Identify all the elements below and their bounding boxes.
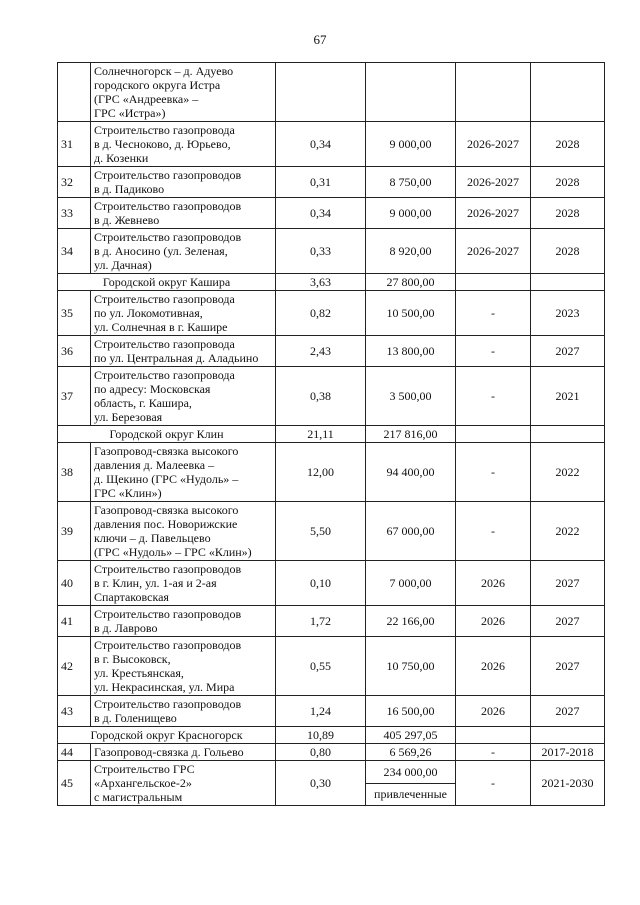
years-cell: - bbox=[456, 443, 531, 502]
length-cell: 0,80 bbox=[276, 744, 366, 761]
table-row bbox=[58, 696, 605, 727]
table-row bbox=[58, 443, 605, 502]
gas-pipeline-table bbox=[57, 62, 605, 806]
table-row bbox=[58, 336, 605, 367]
length-cell: 1,24 bbox=[276, 696, 366, 727]
object-name-line: Строительство газопроводов bbox=[94, 168, 242, 182]
table-row bbox=[58, 63, 605, 122]
cost-cell: 7 000,00 bbox=[366, 561, 456, 606]
object-name-line: Строительство газопроводов bbox=[94, 562, 242, 576]
table-row bbox=[58, 291, 605, 336]
object-name-line: д. Козенки bbox=[94, 151, 149, 165]
row-number: 41 bbox=[58, 606, 91, 637]
length-cell: 0,34 bbox=[276, 198, 366, 229]
object-name-line: Строительство газопроводов bbox=[94, 638, 242, 652]
cost-cell: 27 800,00 bbox=[366, 274, 456, 291]
table-row bbox=[58, 502, 605, 561]
completion-cell bbox=[531, 63, 605, 122]
years-cell: 2026-2027 bbox=[456, 229, 531, 274]
cost-cell: 3 500,00 bbox=[366, 367, 456, 426]
years-cell: 2026 bbox=[456, 637, 531, 696]
length-cell: 0,31 bbox=[276, 167, 366, 198]
row-number: 43 bbox=[58, 696, 91, 727]
district-name: Городской округ Клин bbox=[58, 426, 276, 443]
object-name bbox=[91, 606, 276, 637]
object-name bbox=[91, 367, 276, 426]
object-name-line: (ГРС «Нудоль» – ГРС «Клин») bbox=[94, 545, 252, 559]
district-row bbox=[58, 727, 605, 744]
completion-cell bbox=[531, 274, 605, 291]
table-row bbox=[58, 761, 605, 784]
object-name-line: ул. Солнечная в г. Кашире bbox=[94, 320, 228, 334]
completion-cell: 2021-2030 bbox=[531, 761, 605, 806]
years-cell: 2026 bbox=[456, 696, 531, 727]
district-name: Городской округ Красногорск bbox=[58, 727, 276, 744]
cost-cell: 6 569,26 bbox=[366, 744, 456, 761]
district-name: Городской округ Кашира bbox=[58, 274, 276, 291]
years-cell bbox=[456, 63, 531, 122]
years-cell bbox=[456, 426, 531, 443]
cost-cell: 9 000,00 bbox=[366, 122, 456, 167]
length-cell: 10,89 bbox=[276, 727, 366, 744]
years-cell: 2026 bbox=[456, 606, 531, 637]
completion-cell bbox=[531, 727, 605, 744]
object-name-line: «Архангельское-2» bbox=[94, 776, 192, 790]
object-name-line: ГРС «Клин») bbox=[94, 486, 162, 500]
years-cell: 2026-2027 bbox=[456, 198, 531, 229]
object-name-line: д. Щекино (ГРС «Нудоль» – bbox=[94, 472, 239, 486]
district-row bbox=[58, 274, 605, 291]
object-name bbox=[91, 761, 276, 806]
length-cell: 12,00 bbox=[276, 443, 366, 502]
object-name bbox=[91, 637, 276, 696]
row-number: 42 bbox=[58, 637, 91, 696]
length-cell: 0,33 bbox=[276, 229, 366, 274]
object-name-line: в г. Высоковск, bbox=[94, 652, 171, 666]
years-cell: 2026-2027 bbox=[456, 167, 531, 198]
years-cell: 2026-2027 bbox=[456, 122, 531, 167]
completion-cell: 2028 bbox=[531, 122, 605, 167]
completion-cell bbox=[531, 426, 605, 443]
cost-cell: 94 400,00 bbox=[366, 443, 456, 502]
row-number: 44 bbox=[58, 744, 91, 761]
cost-cell: 67 000,00 bbox=[366, 502, 456, 561]
object-name bbox=[91, 561, 276, 606]
completion-cell: 2027 bbox=[531, 696, 605, 727]
object-name-line: область, г. Кашира, bbox=[94, 396, 192, 410]
object-name-line: в д. Падиково bbox=[94, 182, 165, 196]
table-row bbox=[58, 606, 605, 637]
district-row bbox=[58, 426, 605, 443]
object-name-line: ключи – д. Павельцево bbox=[94, 531, 211, 545]
object-name-line: ГРС «Истра») bbox=[94, 106, 166, 120]
cost-cell bbox=[366, 63, 456, 122]
row-number: 36 bbox=[58, 336, 91, 367]
length-cell bbox=[276, 63, 366, 122]
object-name-line: ул. Крестьянская, bbox=[94, 666, 184, 680]
object-name-line: Строительство газопроводов bbox=[94, 199, 242, 213]
years-cell: - bbox=[456, 367, 531, 426]
completion-cell: 2027 bbox=[531, 606, 605, 637]
years-cell: 2026 bbox=[456, 561, 531, 606]
object-name-line: в д. Лаврово bbox=[94, 621, 158, 635]
object-name-line: ул. Некрасинская, ул. Мира bbox=[94, 680, 235, 694]
length-cell: 1,72 bbox=[276, 606, 366, 637]
cost-cell: 234 000,00 bbox=[366, 761, 456, 784]
object-name-line: по адресу: Московская bbox=[94, 382, 211, 396]
object-name bbox=[91, 167, 276, 198]
completion-cell: 2021 bbox=[531, 367, 605, 426]
row-number: 45 bbox=[58, 761, 91, 806]
completion-cell: 2023 bbox=[531, 291, 605, 336]
object-name-line: в д. Аносино (ул. Зеленая, bbox=[94, 244, 228, 258]
object-name-line: в д. Голенищево bbox=[94, 711, 177, 725]
object-name-line: Строительство газопровода bbox=[94, 123, 235, 137]
length-cell: 0,55 bbox=[276, 637, 366, 696]
object-name-line: по ул. Локомотивная, bbox=[94, 306, 203, 320]
length-cell: 0,82 bbox=[276, 291, 366, 336]
years-cell bbox=[456, 727, 531, 744]
table-row bbox=[58, 229, 605, 274]
object-name-line: (ГРС «Андреевка» – bbox=[94, 92, 199, 106]
row-number: 35 bbox=[58, 291, 91, 336]
row-number bbox=[58, 63, 91, 122]
object-name-line: давления д. Малеевка – bbox=[94, 458, 215, 472]
length-cell: 21,11 bbox=[276, 426, 366, 443]
object-name bbox=[91, 502, 276, 561]
object-name bbox=[91, 229, 276, 274]
length-cell: 0,30 bbox=[276, 761, 366, 806]
object-name-line: Строительство ГРС bbox=[94, 762, 195, 776]
object-name-line: Газопровод-связка высокого bbox=[94, 503, 239, 517]
object-name-line: Строительство газопровода bbox=[94, 368, 235, 382]
object-name bbox=[91, 198, 276, 229]
years-cell: - bbox=[456, 291, 531, 336]
object-name-line: городского округа Истра bbox=[94, 78, 221, 92]
object-name bbox=[91, 696, 276, 727]
completion-cell: 2028 bbox=[531, 167, 605, 198]
years-cell: - bbox=[456, 744, 531, 761]
object-name-line: по ул. Центральная д. Аладьино bbox=[94, 351, 259, 365]
cost-cell: 22 166,00 bbox=[366, 606, 456, 637]
row-number: 37 bbox=[58, 367, 91, 426]
cost-cell: 8 750,00 bbox=[366, 167, 456, 198]
completion-cell: 2017-2018 bbox=[531, 744, 605, 761]
row-number: 39 bbox=[58, 502, 91, 561]
row-number: 40 bbox=[58, 561, 91, 606]
row-number: 33 bbox=[58, 198, 91, 229]
object-name-line: в д. Жевнево bbox=[94, 213, 160, 227]
object-name bbox=[91, 744, 276, 761]
cost-cell: 405 297,05 bbox=[366, 727, 456, 744]
cost-cell: 217 816,00 bbox=[366, 426, 456, 443]
object-name-line: Строительство газопроводов bbox=[94, 230, 242, 244]
completion-cell: 2022 bbox=[531, 502, 605, 561]
table-row bbox=[58, 122, 605, 167]
cost-cell: 10 500,00 bbox=[366, 291, 456, 336]
length-cell: 0,10 bbox=[276, 561, 366, 606]
length-cell: 2,43 bbox=[276, 336, 366, 367]
object-name-line: Газопровод-связка д. Гольево bbox=[94, 745, 244, 759]
completion-cell: 2028 bbox=[531, 229, 605, 274]
object-name-line: с магистральным bbox=[94, 790, 183, 804]
object-name-line: Строительство газопроводов bbox=[94, 697, 242, 711]
table-row bbox=[58, 744, 605, 761]
object-name-line: ул. Березовая bbox=[94, 410, 163, 424]
page-number: 67 bbox=[313, 32, 327, 47]
object-name-line: Спартаковская bbox=[94, 590, 169, 604]
object-name-line: в г. Клин, ул. 1-ая и 2-ая bbox=[94, 576, 217, 590]
table-row bbox=[58, 167, 605, 198]
object-name-line: ул. Дачная) bbox=[94, 258, 152, 272]
object-name bbox=[91, 336, 276, 367]
cost-cell: 10 750,00 bbox=[366, 637, 456, 696]
cost-note-cell: привлеченные bbox=[366, 783, 456, 806]
cost-cell: 9 000,00 bbox=[366, 198, 456, 229]
object-name-line: Газопровод-связка высокого bbox=[94, 444, 239, 458]
object-name-line: в д. Чесноково, д. Юрьево, bbox=[94, 137, 231, 151]
object-name bbox=[91, 443, 276, 502]
completion-cell: 2027 bbox=[531, 637, 605, 696]
table-row bbox=[58, 198, 605, 229]
table-row bbox=[58, 367, 605, 426]
length-cell: 0,34 bbox=[276, 122, 366, 167]
object-name bbox=[91, 291, 276, 336]
years-cell: - bbox=[456, 502, 531, 561]
object-name bbox=[91, 122, 276, 167]
cost-cell: 8 920,00 bbox=[366, 229, 456, 274]
completion-cell: 2028 bbox=[531, 198, 605, 229]
object-name-line: Строительство газопровода bbox=[94, 292, 235, 306]
row-number: 31 bbox=[58, 122, 91, 167]
row-number: 32 bbox=[58, 167, 91, 198]
length-cell: 5,50 bbox=[276, 502, 366, 561]
object-name-line: Солнечногорск – д. Адуево bbox=[94, 64, 234, 78]
completion-cell: 2027 bbox=[531, 336, 605, 367]
row-number: 34 bbox=[58, 229, 91, 274]
table-row bbox=[58, 561, 605, 606]
cost-cell: 13 800,00 bbox=[366, 336, 456, 367]
row-number: 38 bbox=[58, 443, 91, 502]
completion-cell: 2027 bbox=[531, 561, 605, 606]
length-cell: 3,63 bbox=[276, 274, 366, 291]
completion-cell: 2022 bbox=[531, 443, 605, 502]
object-name bbox=[91, 63, 276, 122]
years-cell: - bbox=[456, 761, 531, 806]
object-name-line: давления пос. Новорижские bbox=[94, 517, 238, 531]
object-name-line: Строительство газопровода bbox=[94, 337, 235, 351]
cost-cell: 16 500,00 bbox=[366, 696, 456, 727]
length-cell: 0,38 bbox=[276, 367, 366, 426]
years-cell: - bbox=[456, 336, 531, 367]
object-name-line: Строительство газопроводов bbox=[94, 607, 242, 621]
years-cell bbox=[456, 274, 531, 291]
table-row bbox=[58, 637, 605, 696]
